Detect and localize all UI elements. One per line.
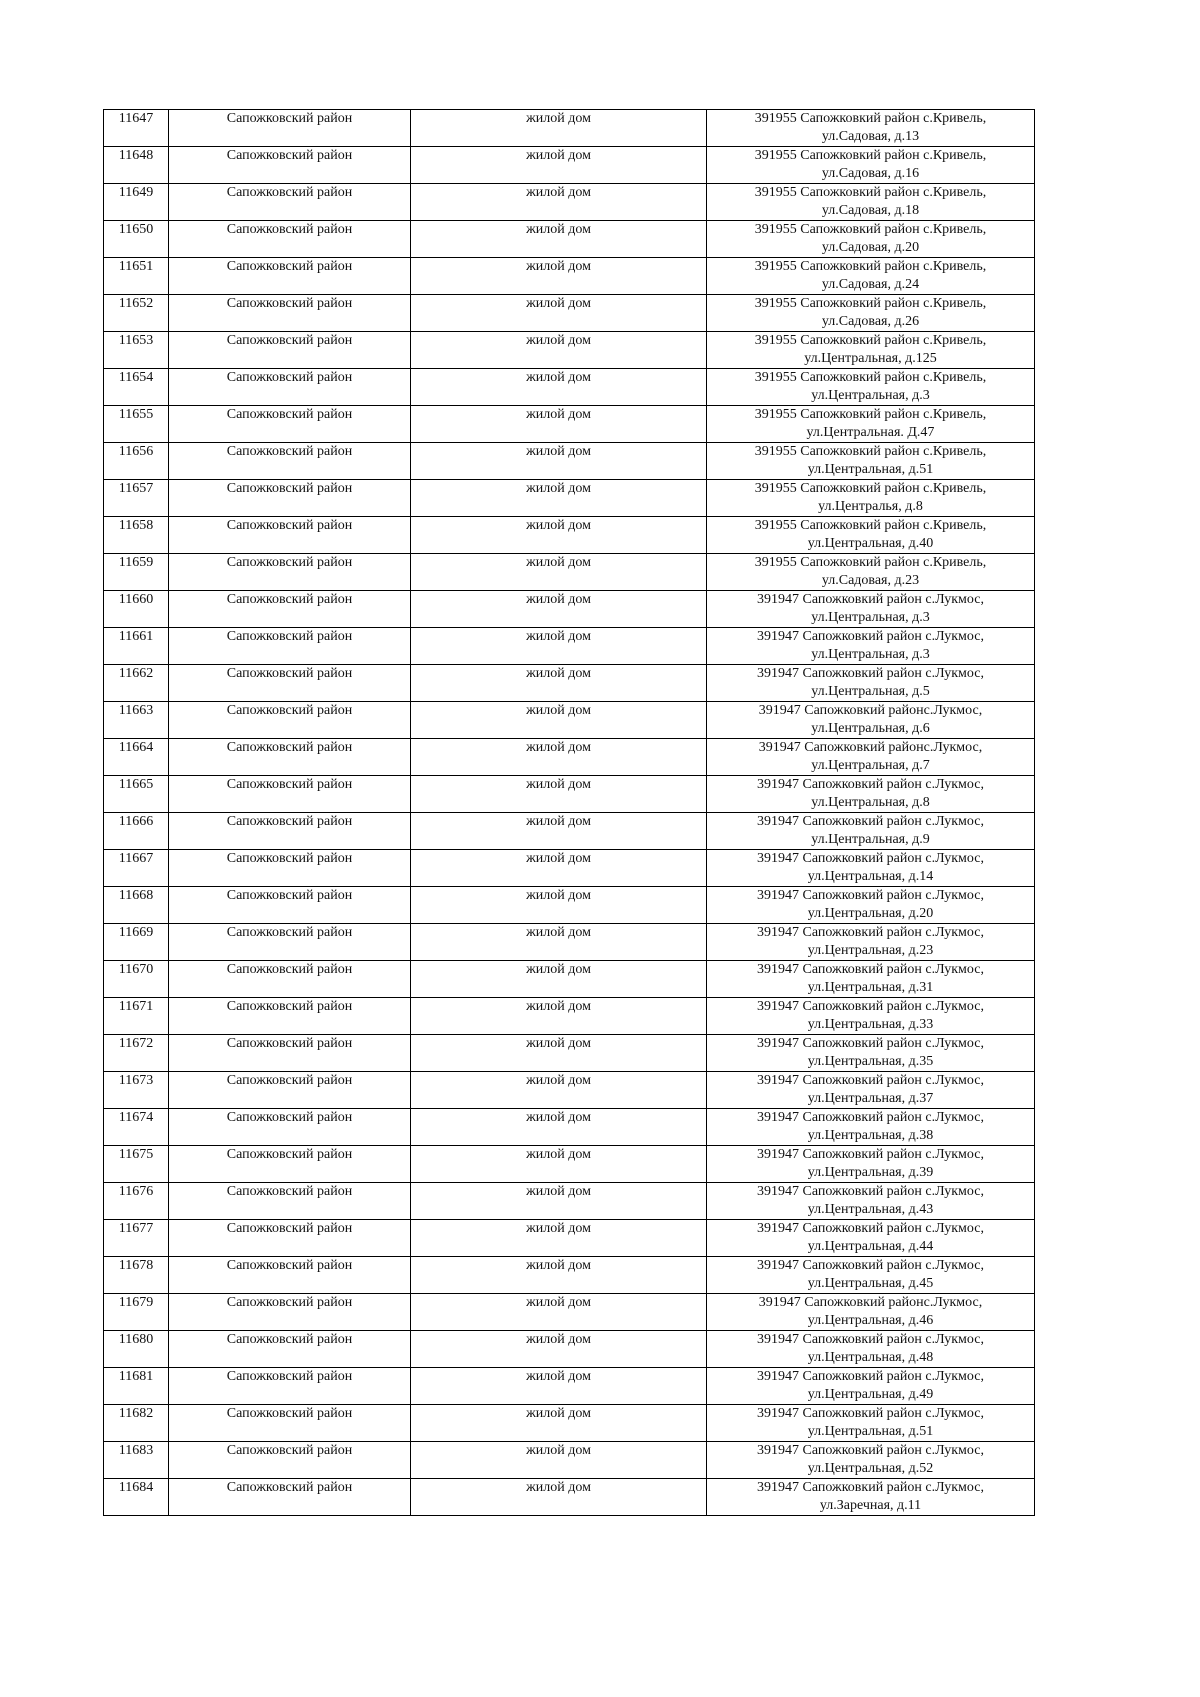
address-line-2: ул.Центральная, д.7 xyxy=(811,758,930,773)
record-number-cell: 11671 xyxy=(104,998,169,1035)
district-cell: Сапожковский район xyxy=(169,1479,411,1516)
table-row xyxy=(104,1405,1035,1442)
district-cell: Сапожковский район xyxy=(169,406,411,443)
address-cell xyxy=(707,110,1035,147)
district-cell: Сапожковский район xyxy=(169,776,411,813)
district-cell: Сапожковский район xyxy=(169,1072,411,1109)
district-cell: Сапожковский район xyxy=(169,1257,411,1294)
table-row xyxy=(104,221,1035,258)
record-number-cell: 11683 xyxy=(104,1442,169,1479)
object-type-cell: жилой дом xyxy=(411,1183,707,1220)
record-number-cell: 11673 xyxy=(104,1072,169,1109)
address-cell xyxy=(707,1109,1035,1146)
record-number-cell: 11668 xyxy=(104,887,169,924)
district-cell: Сапожковский район xyxy=(169,1442,411,1479)
object-type-cell: жилой дом xyxy=(411,1331,707,1368)
record-number-cell: 11674 xyxy=(104,1109,169,1146)
record-number-cell: 11670 xyxy=(104,961,169,998)
address-line-2: ул.Центральная, д.39 xyxy=(807,1165,934,1180)
address-line-1: 391955 Сапожковкий район с.Кривель, xyxy=(754,444,987,459)
address-cell xyxy=(707,517,1035,554)
record-number-cell: 11681 xyxy=(104,1368,169,1405)
address-line-1: 391955 Сапожковкий район с.Кривель, xyxy=(754,111,987,126)
address-line-2: ул.Центральная, д.46 xyxy=(807,1313,934,1328)
table-row xyxy=(104,1442,1035,1479)
address-line-2: ул.Центральная, д.43 xyxy=(807,1202,934,1217)
address-line-1: 391947 Сапожковкий районс.Лукмос, xyxy=(758,703,983,718)
address-cell xyxy=(707,554,1035,591)
table-row xyxy=(104,1035,1035,1072)
address-cell xyxy=(707,1183,1035,1220)
district-cell: Сапожковский район xyxy=(169,998,411,1035)
object-type-cell: жилой дом xyxy=(411,1257,707,1294)
address-line-2: ул.Садовая, д.16 xyxy=(821,166,920,181)
address-cell xyxy=(707,1072,1035,1109)
object-type-cell: жилой дом xyxy=(411,221,707,258)
object-type-cell: жилой дом xyxy=(411,110,707,147)
address-line-1: 391947 Сапожковкий район с.Лукмос, xyxy=(757,962,984,977)
address-line-1: 391947 Сапожковкий район с.Лукмос, xyxy=(757,1110,984,1125)
table-row xyxy=(104,1368,1035,1405)
record-number-cell: 11684 xyxy=(104,1479,169,1516)
record-number-cell: 11667 xyxy=(104,850,169,887)
district-cell: Сапожковский район xyxy=(169,1146,411,1183)
address-cell xyxy=(707,813,1035,850)
district-cell: Сапожковский район xyxy=(169,369,411,406)
table-row xyxy=(104,739,1035,776)
address-line-2: ул.Садовая, д.18 xyxy=(821,203,920,218)
record-number-cell: 11649 xyxy=(104,184,169,221)
object-type-cell: жилой дом xyxy=(411,184,707,221)
record-number-cell: 11672 xyxy=(104,1035,169,1072)
record-number-cell: 11648 xyxy=(104,147,169,184)
table-row xyxy=(104,813,1035,850)
address-line-1: 391947 Сапожковкий район с.Лукмос, xyxy=(757,666,984,681)
address-line-1: 391947 Сапожковкий район с.Лукмос, xyxy=(757,1036,984,1051)
address-cell xyxy=(707,1257,1035,1294)
table-row xyxy=(104,258,1035,295)
record-number-cell: 11679 xyxy=(104,1294,169,1331)
table-row xyxy=(104,332,1035,369)
table-row xyxy=(104,147,1035,184)
district-cell: Сапожковский район xyxy=(169,1368,411,1405)
address-cell xyxy=(707,665,1035,702)
address-line-2: ул.Центральная, д.52 xyxy=(807,1461,934,1476)
address-line-2: ул.Центральная, д.44 xyxy=(807,1239,934,1254)
address-cell xyxy=(707,961,1035,998)
district-cell: Сапожковский район xyxy=(169,554,411,591)
address-cell xyxy=(707,850,1035,887)
records-table xyxy=(103,109,1035,1516)
records-table-body xyxy=(104,110,1035,1516)
address-line-1: 391955 Сапожковкий район с.Кривель, xyxy=(754,222,987,237)
district-cell: Сапожковский район xyxy=(169,850,411,887)
object-type-cell: жилой дом xyxy=(411,1109,707,1146)
address-cell xyxy=(707,1405,1035,1442)
address-line-2: ул.Садовая, д.24 xyxy=(821,277,920,292)
record-number-cell: 11651 xyxy=(104,258,169,295)
address-cell xyxy=(707,184,1035,221)
address-cell xyxy=(707,1220,1035,1257)
district-cell: Сапожковский район xyxy=(169,813,411,850)
address-line-1: 391947 Сапожковкий район с.Лукмос, xyxy=(757,888,984,903)
address-line-2: ул.Садовая, д.13 xyxy=(821,129,920,144)
address-line-2: ул.Центральная, д.23 xyxy=(807,943,934,958)
address-line-1: 391947 Сапожковкий район с.Лукмос, xyxy=(757,592,984,607)
district-cell: Сапожковский район xyxy=(169,184,411,221)
object-type-cell: жилой дом xyxy=(411,665,707,702)
district-cell: Сапожковский район xyxy=(169,147,411,184)
object-type-cell: жилой дом xyxy=(411,406,707,443)
address-line-2: ул.Центральная, д.3 xyxy=(811,610,930,625)
address-line-2: ул.Садовая, д.23 xyxy=(821,573,920,588)
table-row xyxy=(104,1183,1035,1220)
district-cell: Сапожковский район xyxy=(169,1294,411,1331)
object-type-cell: жилой дом xyxy=(411,1220,707,1257)
address-line-2: ул.Центральная, д.38 xyxy=(807,1128,934,1143)
address-line-2: ул.Центральная, д.51 xyxy=(807,462,934,477)
district-cell: Сапожковский район xyxy=(169,221,411,258)
record-number-cell: 11666 xyxy=(104,813,169,850)
table-row xyxy=(104,702,1035,739)
table-row xyxy=(104,369,1035,406)
district-cell: Сапожковский район xyxy=(169,1331,411,1368)
table-row xyxy=(104,110,1035,147)
table-row xyxy=(104,1220,1035,1257)
table-row xyxy=(104,554,1035,591)
district-cell: Сапожковский район xyxy=(169,295,411,332)
address-cell xyxy=(707,443,1035,480)
object-type-cell: жилой дом xyxy=(411,554,707,591)
record-number-cell: 11677 xyxy=(104,1220,169,1257)
address-line-2: ул.Садовая, д.20 xyxy=(821,240,920,255)
object-type-cell: жилой дом xyxy=(411,850,707,887)
record-number-cell: 11658 xyxy=(104,517,169,554)
object-type-cell: жилой дом xyxy=(411,443,707,480)
record-number-cell: 11652 xyxy=(104,295,169,332)
address-cell xyxy=(707,1294,1035,1331)
object-type-cell: жилой дом xyxy=(411,776,707,813)
table-row xyxy=(104,1294,1035,1331)
table-row xyxy=(104,665,1035,702)
address-line-2: ул.Центральная, д.51 xyxy=(807,1424,934,1439)
address-cell xyxy=(707,147,1035,184)
address-cell xyxy=(707,702,1035,739)
district-cell: Сапожковский район xyxy=(169,1183,411,1220)
address-cell xyxy=(707,369,1035,406)
record-number-cell: 11678 xyxy=(104,1257,169,1294)
object-type-cell: жилой дом xyxy=(411,998,707,1035)
object-type-cell: жилой дом xyxy=(411,147,707,184)
district-cell: Сапожковский район xyxy=(169,258,411,295)
district-cell: Сапожковский район xyxy=(169,961,411,998)
address-cell xyxy=(707,1146,1035,1183)
record-number-cell: 11676 xyxy=(104,1183,169,1220)
table-row xyxy=(104,924,1035,961)
address-cell xyxy=(707,258,1035,295)
address-cell xyxy=(707,776,1035,813)
address-line-1: 391947 Сапожковкий район с.Лукмос, xyxy=(757,1406,984,1421)
address-line-2: ул.Центральная. Д.47 xyxy=(806,425,935,440)
table-row xyxy=(104,443,1035,480)
record-number-cell: 11660 xyxy=(104,591,169,628)
object-type-cell: жилой дом xyxy=(411,739,707,776)
address-line-1: 391947 Сапожковкий район с.Лукмос, xyxy=(757,629,984,644)
address-line-1: 391947 Сапожковкий район с.Лукмос, xyxy=(757,1369,984,1384)
address-cell xyxy=(707,739,1035,776)
district-cell: Сапожковский район xyxy=(169,1109,411,1146)
object-type-cell: жилой дом xyxy=(411,1405,707,1442)
table-row xyxy=(104,998,1035,1035)
record-number-cell: 11682 xyxy=(104,1405,169,1442)
district-cell: Сапожковский район xyxy=(169,517,411,554)
table-row xyxy=(104,1072,1035,1109)
district-cell: Сапожковский район xyxy=(169,702,411,739)
object-type-cell: жилой дом xyxy=(411,332,707,369)
address-line-2: ул.Центральная, д.45 xyxy=(807,1276,934,1291)
address-cell xyxy=(707,628,1035,665)
address-line-2: ул.Центральная, д.3 xyxy=(811,647,930,662)
address-line-1: 391955 Сапожковкий район с.Кривель, xyxy=(754,333,987,348)
object-type-cell: жилой дом xyxy=(411,480,707,517)
record-number-cell: 11664 xyxy=(104,739,169,776)
address-cell xyxy=(707,887,1035,924)
record-number-cell: 11669 xyxy=(104,924,169,961)
record-number-cell: 11665 xyxy=(104,776,169,813)
address-line-1: 391947 Сапожковкий район с.Лукмос, xyxy=(757,814,984,829)
object-type-cell: жилой дом xyxy=(411,1442,707,1479)
district-cell: Сапожковский район xyxy=(169,665,411,702)
address-line-1: 391955 Сапожковкий район с.Кривель, xyxy=(754,296,987,311)
address-line-2: ул.Заречная, д.11 xyxy=(819,1498,922,1513)
record-number-cell: 11680 xyxy=(104,1331,169,1368)
district-cell: Сапожковский район xyxy=(169,591,411,628)
address-line-2: ул.Центральная, д.14 xyxy=(807,869,934,884)
record-number-cell: 11647 xyxy=(104,110,169,147)
object-type-cell: жилой дом xyxy=(411,628,707,665)
address-line-1: 391947 Сапожковкий район с.Лукмос, xyxy=(757,1332,984,1347)
table-row xyxy=(104,184,1035,221)
object-type-cell: жилой дом xyxy=(411,887,707,924)
table-row xyxy=(104,1479,1035,1516)
district-cell: Сапожковский район xyxy=(169,887,411,924)
object-type-cell: жилой дом xyxy=(411,591,707,628)
address-line-1: 391947 Сапожковкий район с.Лукмос, xyxy=(757,1221,984,1236)
record-number-cell: 11657 xyxy=(104,480,169,517)
district-cell: Сапожковский район xyxy=(169,110,411,147)
table-row xyxy=(104,406,1035,443)
address-cell xyxy=(707,924,1035,961)
table-row xyxy=(104,1109,1035,1146)
address-line-2: ул.Централья, д.8 xyxy=(818,499,923,514)
address-cell xyxy=(707,406,1035,443)
address-line-2: ул.Центральная, д.48 xyxy=(807,1350,934,1365)
address-cell xyxy=(707,295,1035,332)
record-number-cell: 11653 xyxy=(104,332,169,369)
address-cell xyxy=(707,591,1035,628)
table-row xyxy=(104,295,1035,332)
object-type-cell: жилой дом xyxy=(411,702,707,739)
district-cell: Сапожковский район xyxy=(169,628,411,665)
address-line-2: ул.Центральная, д.49 xyxy=(807,1387,934,1402)
address-line-2: ул.Центральная, д.33 xyxy=(807,1017,934,1032)
district-cell: Сапожковский район xyxy=(169,739,411,776)
address-line-2: ул.Центральная, д.3 xyxy=(811,388,930,403)
address-line-1: 391947 Сапожковкий район с.Лукмос, xyxy=(757,1480,984,1495)
address-line-2: ул.Центральная, д.8 xyxy=(811,795,930,810)
address-cell xyxy=(707,221,1035,258)
district-cell: Сапожковский район xyxy=(169,332,411,369)
table-row xyxy=(104,1331,1035,1368)
record-number-cell: 11650 xyxy=(104,221,169,258)
record-number-cell: 11661 xyxy=(104,628,169,665)
record-number-cell: 11655 xyxy=(104,406,169,443)
record-number-cell: 11654 xyxy=(104,369,169,406)
table-row xyxy=(104,887,1035,924)
table-row xyxy=(104,517,1035,554)
object-type-cell: жилой дом xyxy=(411,369,707,406)
address-line-2: ул.Центральная, д.5 xyxy=(811,684,930,699)
district-cell: Сапожковский район xyxy=(169,443,411,480)
table-row xyxy=(104,628,1035,665)
object-type-cell: жилой дом xyxy=(411,813,707,850)
address-line-1: 391955 Сапожковкий район с.Кривель, xyxy=(754,370,987,385)
table-row xyxy=(104,1146,1035,1183)
address-cell xyxy=(707,1479,1035,1516)
address-line-1: 391947 Сапожковкий район с.Лукмос, xyxy=(757,1258,984,1273)
table-row xyxy=(104,961,1035,998)
address-line-2: ул.Центральная, д.37 xyxy=(807,1091,934,1106)
address-line-1: 391947 Сапожковкий район с.Лукмос, xyxy=(757,999,984,1014)
address-line-2: ул.Садовая, д.26 xyxy=(821,314,920,329)
address-cell xyxy=(707,998,1035,1035)
address-line-2: ул.Центральная, д.35 xyxy=(807,1054,934,1069)
table-row xyxy=(104,776,1035,813)
object-type-cell: жилой дом xyxy=(411,1035,707,1072)
address-line-2: ул.Центральная, д.6 xyxy=(811,721,930,736)
object-type-cell: жилой дом xyxy=(411,1479,707,1516)
record-number-cell: 11663 xyxy=(104,702,169,739)
object-type-cell: жилой дом xyxy=(411,1294,707,1331)
address-line-1: 391947 Сапожковкий районс.Лукмос, xyxy=(758,740,983,755)
address-line-1: 391947 Сапожковкий район с.Лукмос, xyxy=(757,1147,984,1162)
address-line-1: 391955 Сапожковкий район с.Кривель, xyxy=(754,259,987,274)
object-type-cell: жилой дом xyxy=(411,1072,707,1109)
address-line-2: ул.Центральная, д.40 xyxy=(807,536,934,551)
address-line-1: 391955 Сапожковкий район с.Кривель, xyxy=(754,185,987,200)
table-row xyxy=(104,480,1035,517)
district-cell: Сапожковский район xyxy=(169,924,411,961)
address-cell xyxy=(707,1035,1035,1072)
address-line-1: 391947 Сапожковкий район с.Лукмос, xyxy=(757,1073,984,1088)
address-line-2: ул.Центральная, д.31 xyxy=(807,980,934,995)
table-row xyxy=(104,1257,1035,1294)
object-type-cell: жилой дом xyxy=(411,924,707,961)
address-cell xyxy=(707,1368,1035,1405)
table-row xyxy=(104,591,1035,628)
record-number-cell: 11662 xyxy=(104,665,169,702)
object-type-cell: жилой дом xyxy=(411,258,707,295)
object-type-cell: жилой дом xyxy=(411,295,707,332)
address-line-2: ул.Центральная, д.125 xyxy=(804,351,937,366)
address-line-1: 391955 Сапожковкий район с.Кривель, xyxy=(754,148,987,163)
address-line-1: 391955 Сапожковкий район с.Кривель, xyxy=(754,518,987,533)
object-type-cell: жилой дом xyxy=(411,1146,707,1183)
address-cell xyxy=(707,1442,1035,1479)
address-line-1: 391947 Сапожковкий район с.Лукмос, xyxy=(757,925,984,940)
district-cell: Сапожковский район xyxy=(169,480,411,517)
address-cell xyxy=(707,332,1035,369)
object-type-cell: жилой дом xyxy=(411,961,707,998)
record-number-cell: 11656 xyxy=(104,443,169,480)
object-type-cell: жилой дом xyxy=(411,517,707,554)
address-line-1: 391947 Сапожковкий район с.Лукмос, xyxy=(757,851,984,866)
district-cell: Сапожковский район xyxy=(169,1035,411,1072)
address-line-1: 391955 Сапожковкий район с.Кривель, xyxy=(754,481,987,496)
address-line-2: ул.Центральная, д.20 xyxy=(807,906,934,921)
address-line-1: 391947 Сапожковкий район с.Лукмос, xyxy=(757,1184,984,1199)
address-cell xyxy=(707,480,1035,517)
address-cell xyxy=(707,1331,1035,1368)
address-line-1: 391955 Сапожковкий район с.Кривель, xyxy=(754,407,987,422)
object-type-cell: жилой дом xyxy=(411,1368,707,1405)
district-cell: Сапожковский район xyxy=(169,1220,411,1257)
address-line-2: ул.Центральная, д.9 xyxy=(811,832,930,847)
record-number-cell: 11659 xyxy=(104,554,169,591)
district-cell: Сапожковский район xyxy=(169,1405,411,1442)
record-number-cell: 11675 xyxy=(104,1146,169,1183)
address-line-1: 391947 Сапожковкий район с.Лукмос, xyxy=(757,777,984,792)
table-row xyxy=(104,850,1035,887)
address-line-1: 391955 Сапожковкий район с.Кривель, xyxy=(754,555,987,570)
address-line-1: 391947 Сапожковкий районс.Лукмос, xyxy=(758,1295,983,1310)
address-line-1: 391947 Сапожковкий район с.Лукмос, xyxy=(757,1443,984,1458)
